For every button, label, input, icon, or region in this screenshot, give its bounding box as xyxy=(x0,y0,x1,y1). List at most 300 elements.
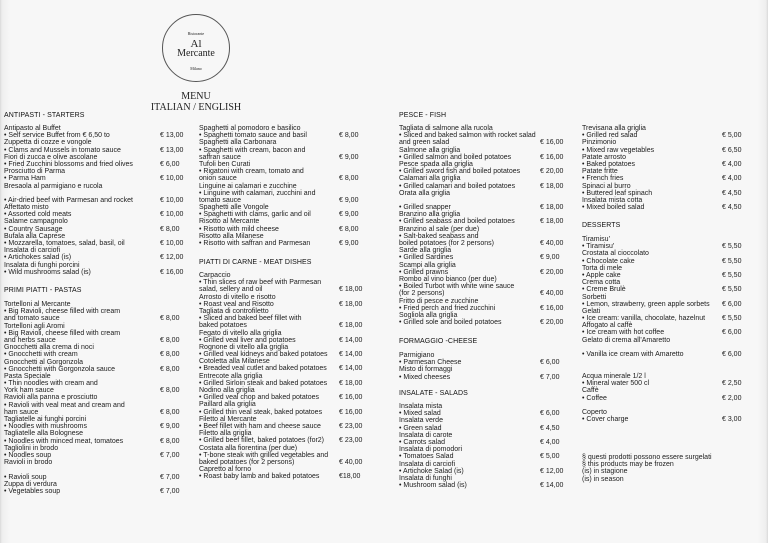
menu-item-name-row xyxy=(399,226,571,233)
item-text: • Air-dried beef with Parmesan and rocket xyxy=(4,196,133,204)
item-text: boiled potatoes (for 2 persons) xyxy=(399,240,494,247)
menu-item-name-row xyxy=(4,380,186,387)
item-text: saffran sauce xyxy=(199,153,241,161)
item-text: • Spaghetti with clams, garlic and oil xyxy=(199,211,311,219)
menu-item-name-row xyxy=(399,175,571,182)
menu-item-row xyxy=(199,226,391,233)
menu-item-row xyxy=(582,301,762,308)
item-text: • Salt-baked seabass and xyxy=(399,232,479,240)
menu-item-name-row xyxy=(399,417,571,424)
menu-item-row xyxy=(582,132,762,139)
menu-item-name-row xyxy=(4,373,186,380)
menu-item-name-row xyxy=(399,403,571,410)
menu-item-name-row xyxy=(399,352,571,359)
item-price: € 3,00 xyxy=(722,416,742,424)
menu-item-row xyxy=(582,175,762,182)
item-text: • Parmesan Cheese xyxy=(399,359,462,367)
menu-item-row xyxy=(399,269,571,276)
section-title-formaggio: FORMAGGIO -CHEESE xyxy=(399,338,478,345)
item-text: Spaghetti alla Carbonara xyxy=(199,139,277,147)
item-price: € 4,00 xyxy=(540,438,560,446)
menu-item-name-row xyxy=(199,452,391,459)
item-text: Spinaci al burro xyxy=(582,182,631,190)
menu-item-row xyxy=(399,240,571,247)
item-text: Rombo al vino bianco (per due) xyxy=(399,275,497,283)
item-price: € 40,00 xyxy=(540,240,564,247)
item-text: tomato sauce xyxy=(199,196,242,204)
menu-item-name-row xyxy=(199,330,391,337)
menu-item-name-row xyxy=(199,401,391,408)
menu-item-row xyxy=(399,468,571,475)
item-text: • Mozzarella, tomatoes, salad, basil, oil xyxy=(4,240,125,247)
item-text: • Grilled red salad xyxy=(582,132,638,140)
item-text: Filetto al Mercante xyxy=(199,415,257,423)
item-text: • Artichoke Salad (is) xyxy=(399,467,464,475)
item-text: Patate fritte xyxy=(582,168,618,176)
item-price: € 10,00 xyxy=(160,196,184,204)
item-text: Fiori di zucca e olive ascolane xyxy=(4,153,98,161)
menu-item-row xyxy=(399,290,571,297)
section-title-pesce: PESCE - FISH xyxy=(399,112,447,119)
item-price: € 4,50 xyxy=(722,189,742,197)
item-text: • Creme Brulè xyxy=(582,286,626,294)
item-price: € 18,00 xyxy=(339,379,363,387)
item-price: € 16,00 xyxy=(339,408,363,416)
menu-item-row xyxy=(199,211,391,218)
item-text: onion sauce xyxy=(199,175,237,183)
logo-top-text: Ristorante xyxy=(187,31,205,36)
item-text: • French fries xyxy=(582,175,624,183)
menu-item-row xyxy=(399,359,571,366)
item-text: Salmone alla griglia xyxy=(399,146,461,154)
logo-name-line2: Mercante xyxy=(177,48,215,59)
item-price: € 40,00 xyxy=(540,290,564,298)
list-drinks xyxy=(582,373,762,423)
item-text: Patate arrosto xyxy=(582,153,626,161)
item-text: • Grilled Sardines xyxy=(399,254,454,262)
item-text: • Green salad xyxy=(399,424,442,432)
item-price: € 18,00 xyxy=(540,204,564,212)
item-text: Costata alla fiorentina (per due) xyxy=(199,444,298,452)
item-price: € 20,00 xyxy=(540,268,564,276)
footnote-season-en: (is) in season xyxy=(582,475,624,483)
menu-item-row xyxy=(4,132,186,139)
item-text: • Vegetables soup xyxy=(4,487,61,495)
menu-item-row xyxy=(4,315,186,322)
menu-item-name-row xyxy=(582,265,762,272)
menu-item-name-row xyxy=(4,183,186,190)
spacer-row xyxy=(399,197,571,204)
item-text: and tomato sauce xyxy=(4,315,60,323)
item-price: €18,00 xyxy=(339,473,361,481)
item-text: Zuppetta di cozze e vongole xyxy=(4,139,92,147)
menu-item-name-row xyxy=(4,168,186,175)
item-price: € 9,00 xyxy=(339,153,359,161)
menu-item-row xyxy=(199,175,391,182)
item-price: € 14,00 xyxy=(540,482,564,490)
item-text: • Grilled prawns xyxy=(399,268,449,276)
menu-item-name-row xyxy=(399,211,571,218)
item-price: € 12,00 xyxy=(540,467,564,475)
menu-item-row xyxy=(399,139,571,146)
item-text: • Sliced and baked beef fillet with xyxy=(199,315,302,323)
item-text: Calamari alla griglia xyxy=(399,175,461,183)
item-text: • Wild mushrooms salad (is) xyxy=(4,268,91,276)
item-text: • Grilled Sirloin steak and baked potatoes xyxy=(199,379,328,387)
menu-item-row xyxy=(399,305,571,312)
menu-item-row xyxy=(399,453,571,460)
menu-item-row xyxy=(399,183,571,190)
menu-item-name-row xyxy=(399,247,571,254)
menu-item-name-row xyxy=(399,147,571,154)
spacer-row xyxy=(582,402,762,409)
menu-item-name-row xyxy=(199,279,391,286)
menu-item-row xyxy=(582,286,762,293)
item-text: Branzino alla griglia xyxy=(399,211,461,219)
menu-item-name-row xyxy=(4,330,186,337)
menu-item-row xyxy=(4,147,186,154)
menu-title-line2: ITALIAN / ENGLISH xyxy=(150,102,242,113)
item-text: • Risotto with saffran and Parmesan xyxy=(199,240,311,247)
item-text: Tagliata di salmone alla rucola xyxy=(399,125,493,132)
menu-item-name-row xyxy=(399,312,571,319)
item-text: • Grilled veal kidneys and baked potatoes xyxy=(199,351,328,359)
item-text: Carpaccio xyxy=(199,272,231,279)
item-text: ham sauce xyxy=(4,408,39,416)
list-contorni xyxy=(582,125,762,211)
item-text: Fegato di vitello alla griglia xyxy=(199,329,282,337)
menu-item-row xyxy=(582,416,762,423)
menu-item-row xyxy=(399,154,571,161)
item-text: • Thin slices of raw beef with Parmesan xyxy=(199,279,322,287)
item-text: • Gnocchetti with cream xyxy=(4,351,78,359)
menu-item-name-row xyxy=(399,366,571,373)
menu-item-row xyxy=(399,204,571,211)
item-text: Sarde alla griglia xyxy=(399,247,452,255)
item-price: € 5,50 xyxy=(722,271,742,279)
spacer-row xyxy=(582,344,762,351)
menu-item-name-row xyxy=(4,459,186,466)
item-price: € 5,50 xyxy=(722,257,742,265)
menu-item-row xyxy=(4,423,186,430)
item-text: Entrecote alla griglia xyxy=(199,372,263,380)
item-price: € 9,00 xyxy=(339,240,359,247)
menu-item-name-row xyxy=(582,279,762,286)
menu-item-name-row xyxy=(199,308,391,315)
item-text: Insalata di carote xyxy=(399,431,453,439)
item-price: € 4,00 xyxy=(722,160,742,168)
item-price: € 5,50 xyxy=(722,243,742,251)
menu-item-name-row xyxy=(4,233,186,240)
menu-item-row xyxy=(4,488,186,495)
item-text: • Mixed salad xyxy=(399,410,441,418)
menu-item-row xyxy=(4,474,186,481)
item-text: • Rigatoni with cream, tomato and xyxy=(199,168,304,176)
menu-item-row xyxy=(4,211,186,218)
menu-item-name-row xyxy=(582,125,762,132)
menu-item-name-row xyxy=(399,432,571,439)
menu-item-name-row xyxy=(4,394,186,401)
item-price: € 12,00 xyxy=(160,254,184,262)
item-text: Tagliatelle ai funghi porcini xyxy=(4,416,87,423)
item-text: • Grilled salmon and boiled potatoes xyxy=(399,153,512,161)
menu-item-row xyxy=(582,351,762,358)
menu-item-name-row xyxy=(582,168,762,175)
item-price: € 18,00 xyxy=(540,218,564,226)
menu-item-row xyxy=(4,226,186,233)
item-text: Insalata mista xyxy=(399,403,443,410)
menu-item-row xyxy=(399,425,571,432)
menu-item-name-row xyxy=(4,481,186,488)
menu-item-name-row xyxy=(199,190,391,197)
menu-item-name-row xyxy=(399,475,571,482)
item-text: Tagliolini in brodo xyxy=(4,444,59,452)
menu-item-name-row xyxy=(4,125,186,132)
menu-item-name-row xyxy=(582,294,762,301)
item-text: Fritto di pesce e zucchine xyxy=(399,297,479,305)
item-price: € 23,00 xyxy=(339,422,363,430)
menu-item-row xyxy=(199,322,391,329)
item-price: € 7,00 xyxy=(160,451,180,459)
menu-item-row xyxy=(199,286,391,293)
item-text: salad, sellery and oil xyxy=(199,286,263,294)
item-text: • Noodles with minced meat, tomatoes xyxy=(4,437,124,445)
item-price: € 10,00 xyxy=(160,211,184,219)
menu-item-row xyxy=(4,269,186,276)
item-text: • Baked potatoes xyxy=(582,160,636,168)
section-title-desserts: DESSERTS xyxy=(582,222,621,229)
item-text: Insalata mista cotta xyxy=(582,196,643,204)
menu-item-row xyxy=(4,366,186,373)
item-text: • Carrots salad xyxy=(399,438,446,446)
menu-item-name-row xyxy=(199,344,391,351)
footnotes xyxy=(582,454,762,483)
item-price: € 6,00 xyxy=(540,359,560,367)
menu-item-row xyxy=(199,423,391,430)
item-price: € 8,00 xyxy=(339,132,359,140)
menu-item-name-row xyxy=(582,308,762,315)
menu-item-name-row xyxy=(582,154,762,161)
menu-item-name-row xyxy=(582,197,762,204)
item-text: • Roast baby lamb and baked potatoes xyxy=(199,473,320,481)
menu-item-row xyxy=(4,452,186,459)
item-text: Insalata verde xyxy=(399,417,443,425)
item-text: Bresaola al parmigiano e rucola xyxy=(4,182,103,190)
item-text: • Fried Zucchini blossoms and fried olives xyxy=(4,160,133,168)
menu-item-name-row xyxy=(199,430,391,437)
menu-item-row xyxy=(4,197,186,204)
menu-item-name-row xyxy=(199,445,391,452)
menu-item-row xyxy=(199,301,391,308)
item-price: € 9,00 xyxy=(339,196,359,204)
menu-item-row xyxy=(199,437,391,444)
item-text: • Coffee xyxy=(582,394,607,402)
item-text: Insalata di funghi porcini xyxy=(4,261,80,269)
item-text: • Ice cream with hot coffee xyxy=(582,329,665,337)
item-text: • Lemon, strawberry, green apple sorbets xyxy=(582,300,710,308)
item-text: • Mushroom salad (is) xyxy=(399,482,467,490)
list-antipasti xyxy=(4,125,186,276)
item-price: € 5,50 xyxy=(722,315,742,323)
menu-item-name-row xyxy=(199,147,391,154)
menu-item-row xyxy=(582,395,762,402)
menu-item-row xyxy=(399,319,571,326)
menu-item-row xyxy=(399,374,571,381)
menu-item-row xyxy=(199,365,391,372)
menu-item-name-row xyxy=(199,125,391,132)
item-text: Zuppa di verdura xyxy=(4,480,57,488)
item-text: Tortelloni agli Aromi xyxy=(4,322,65,330)
item-text: Pesce spada alla griglia xyxy=(399,160,473,168)
menu-item-row xyxy=(199,132,391,139)
restaurant-logo xyxy=(162,14,230,82)
menu-item-name-row xyxy=(4,154,186,161)
item-text: Arrosto di vitello e risotto xyxy=(199,293,276,301)
item-text: Sogliola alla griglia xyxy=(399,311,458,319)
menu-item-row xyxy=(199,154,391,161)
menu-item-name-row xyxy=(399,233,571,240)
list-insalate xyxy=(399,403,571,489)
item-text: • Clams and Mussels in tomato sauce xyxy=(4,146,121,154)
menu-item-row xyxy=(4,351,186,358)
menu-item-name-row xyxy=(399,461,571,468)
item-text: • Grilled thin veal steak, baked potatoes xyxy=(199,408,323,416)
item-price: € 18,00 xyxy=(540,182,564,190)
menu-item-name-row xyxy=(582,183,762,190)
menu-item-name-row xyxy=(582,322,762,329)
menu-item-name-row xyxy=(4,139,186,146)
item-price: € 2,00 xyxy=(722,394,742,402)
list-desserts xyxy=(582,236,762,358)
menu-item-name-row xyxy=(4,204,186,211)
item-text: • Spaghetti with cream, bacon and xyxy=(199,146,306,154)
item-text: Tortelloni al Mercante xyxy=(4,301,71,308)
item-text: • Noodles with mushrooms xyxy=(4,423,87,431)
menu-item-row xyxy=(199,473,391,480)
item-price: € 5,50 xyxy=(722,286,742,294)
menu-item-row xyxy=(4,337,186,344)
menu-item-row xyxy=(399,482,571,489)
item-text: baked potatoes xyxy=(199,322,247,330)
item-price: € 14,00 xyxy=(339,365,363,373)
item-price: € 13,00 xyxy=(160,146,184,154)
menu-item-name-row xyxy=(199,161,391,168)
item-text: Insalata di carciofi xyxy=(4,247,61,255)
item-price: € 8,00 xyxy=(339,175,359,183)
item-text: • Ravioli soup xyxy=(4,473,47,481)
item-text: Capretto al forno xyxy=(199,466,252,474)
item-price: € 10,00 xyxy=(160,240,184,247)
item-text: Crema cotta xyxy=(582,279,621,287)
item-text: Branzino al sale (per due) xyxy=(399,225,480,233)
menu-item-row xyxy=(582,243,762,250)
item-text: Insalata di pomodori xyxy=(399,446,463,454)
item-text: • Risotto with mild cheese xyxy=(199,225,279,233)
item-price: € 2,50 xyxy=(722,380,742,388)
list-pastas-continued xyxy=(199,125,391,247)
item-text: • Grilled veal chop and baked potatoes xyxy=(199,394,319,402)
item-text: • Grilled beef fillet, baked potatoes (for2) xyxy=(199,437,325,445)
menu-item-name-row xyxy=(199,272,391,279)
item-text: • Grilled sword fish and boiled potatoes xyxy=(399,168,521,176)
menu-item-name-row xyxy=(582,139,762,146)
menu-item-name-row xyxy=(582,409,762,416)
item-price: € 13,00 xyxy=(160,132,184,140)
menu-item-name-row xyxy=(199,233,391,240)
item-text: Bufala alla Caprese xyxy=(4,232,66,240)
item-text: • Self service Buffet from € 6,50 to xyxy=(4,132,110,140)
item-text: • Grilled seabass and boiled potatoes xyxy=(399,218,515,226)
item-text: • Assorted cold meats xyxy=(4,211,72,219)
menu-item-row xyxy=(199,459,391,466)
item-text: Insalata di carciofi xyxy=(399,460,456,468)
menu-item-row xyxy=(582,272,762,279)
menu-item-name-row xyxy=(4,402,186,409)
menu-item-name-row xyxy=(4,218,186,225)
item-text: Parmigiano xyxy=(399,352,435,359)
item-text: Acqua minerale 1/2 l xyxy=(582,373,646,380)
item-text: Affogato al caffè xyxy=(582,322,633,330)
item-price: € 20,00 xyxy=(540,168,564,176)
menu-item-name-row xyxy=(199,294,391,301)
section-title-antipasti: ANTIPASTI - STARTERS xyxy=(4,112,85,119)
menu-item-row xyxy=(582,258,762,265)
item-price: € 8,00 xyxy=(160,437,180,445)
item-text: Cotoletta alla Milanese xyxy=(199,358,270,366)
menu-item-row xyxy=(399,410,571,417)
section-title-carne: PIATTI DI CARNE - MEAT DISHES xyxy=(199,259,312,266)
menu-item-row xyxy=(582,147,762,154)
item-price: € 6,00 xyxy=(160,160,180,168)
menu-item-name-row xyxy=(199,387,391,394)
menu-item-name-row xyxy=(582,250,762,257)
item-text: Linguine ai calamari e zucchine xyxy=(199,182,297,190)
menu-item-row xyxy=(399,218,571,225)
item-text: • Grilled snapper xyxy=(399,204,451,212)
item-price: € 16,00 xyxy=(540,304,564,312)
item-text: Salame campagnolo xyxy=(4,218,68,226)
menu-item-row xyxy=(199,337,391,344)
menu-item-name-row xyxy=(582,387,762,394)
item-price: € 5,00 xyxy=(540,453,560,461)
menu-item-row xyxy=(199,351,391,358)
item-price: € 18,00 xyxy=(339,286,363,294)
item-price: € 8,00 xyxy=(160,315,180,323)
menu-item-row xyxy=(399,254,571,261)
menu-item-name-row xyxy=(399,276,571,283)
menu-item-row xyxy=(4,254,186,261)
menu-item-name-row xyxy=(4,359,186,366)
list-carne xyxy=(199,272,391,480)
item-price: € 18,00 xyxy=(339,322,363,330)
menu-item-name-row xyxy=(399,298,571,305)
item-text: Gnocchetti alla crema di noci xyxy=(4,344,94,352)
menu-item-row xyxy=(4,438,186,445)
menu-item-row xyxy=(4,175,186,182)
item-text: Gnocchetti al Gorgonzola xyxy=(4,358,83,366)
item-text: • Ravioli with veal meat and cream and xyxy=(4,401,125,409)
item-text: • Mixed raw vegetables xyxy=(582,146,655,154)
menu-item-row xyxy=(582,329,762,336)
item-price: € 16,00 xyxy=(540,139,564,147)
section-title-primi: PRIMI PIATTI - PASTAS xyxy=(4,287,82,294)
item-text: Scampi alla griglia xyxy=(399,261,456,269)
menu-item-row xyxy=(582,161,762,168)
item-text: Nodino alla griglia xyxy=(199,387,255,394)
spacer-row xyxy=(4,190,186,197)
item-price: € 4,50 xyxy=(722,204,742,212)
list-primi xyxy=(4,301,186,495)
